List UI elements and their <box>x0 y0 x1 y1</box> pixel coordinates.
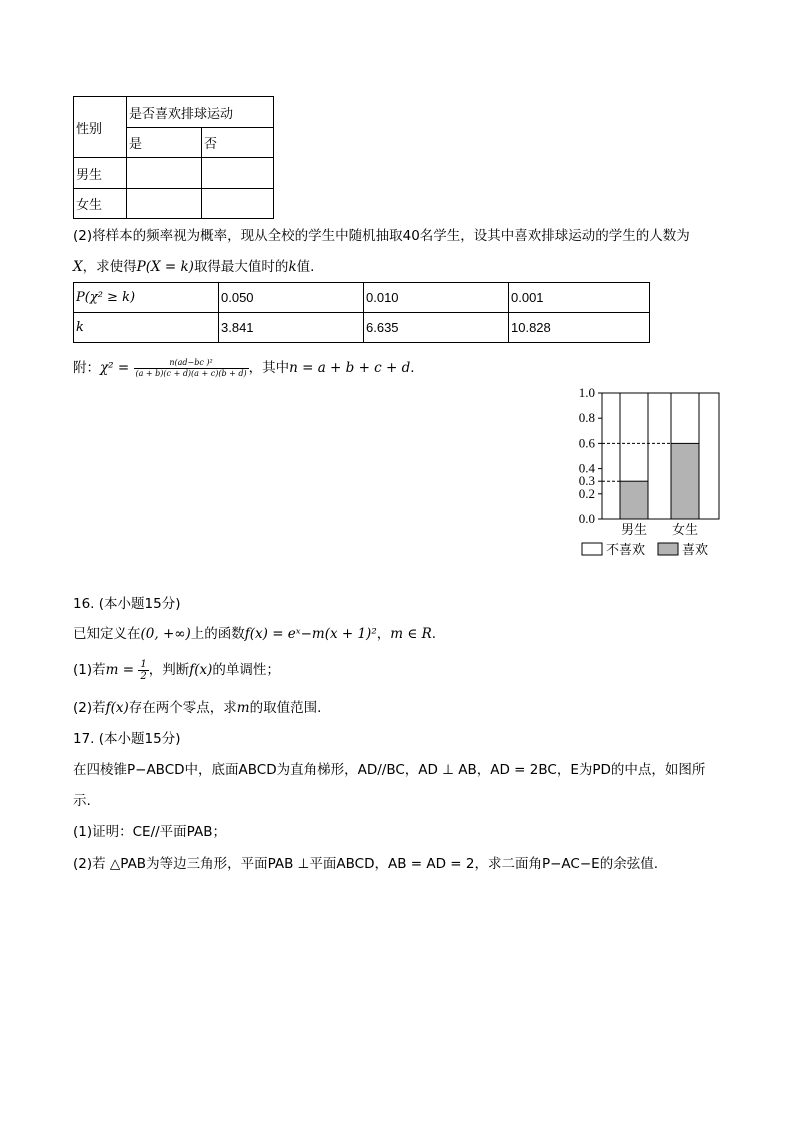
q17-title: 17. (本小题15分) <box>73 731 181 747</box>
row-header-gender: 性别 <box>74 97 127 158</box>
k-value-2: 6.635 <box>364 313 509 343</box>
q17-stem-line1: 在四棱锥P−ABCD中，底面ABCD为直角梯形，AD//BC，AD ⊥ AB，AD = 2BC，E为PD的中点，如图所 <box>73 762 706 778</box>
q16-part2: (2)若f(x)存在两个零点，求m的取值范围. <box>73 700 322 716</box>
prob-value-1: 0.050 <box>219 283 364 313</box>
q16-stem: 已知定义在(0, +∞)上的函数f(x) = eˣ−m(x + 1)²，m ∈ R. <box>73 626 437 642</box>
legend-swatch-liked <box>658 543 678 555</box>
bar-liked <box>671 443 699 519</box>
contingency-table <box>73 96 274 219</box>
y-tick-label: 0.4 <box>578 460 595 476</box>
q2-line2: X，求使得P(X = k)取得最大值时的k值. <box>73 259 315 275</box>
y-tick-label: 0.3 <box>578 473 595 489</box>
q17-stem-line2: 示. <box>73 793 91 809</box>
bar-chart <box>566 382 732 562</box>
k-label: k <box>74 313 219 343</box>
row-female: 女生 <box>74 189 127 219</box>
col-header-like: 是否喜欢排球运动 <box>127 97 274 128</box>
cell-male-yes <box>127 158 202 189</box>
appendix-formula: 附：χ² = $\frac{\text{n(ad−bc )²}}{(a + b)(c + d)(a + c)(b + d)}$ ，其中n = a + b + c + d. <box>73 357 415 378</box>
row-male: 男生 <box>74 158 127 189</box>
prob-value-3: 0.001 <box>509 283 650 313</box>
col-no: 否 <box>202 128 274 158</box>
legend-swatch-not-liked <box>582 543 602 555</box>
y-tick-label: 0.2 <box>578 485 595 501</box>
x-tick-label: 女生 <box>671 522 699 537</box>
k-value-1: 3.841 <box>219 313 364 343</box>
cell-male-no <box>202 158 274 189</box>
q2-line1: (2)将样本的频率视为概率，现从全校的学生中随机抽取40名学生，设其中喜欢排球运动的学生的人数为 <box>73 228 690 244</box>
prob-value-2: 0.010 <box>364 283 509 313</box>
cell-female-no <box>202 189 274 219</box>
col-yes: 是 <box>127 128 202 158</box>
y-tick-label: 0.0 <box>578 511 595 526</box>
q17-part1: (1)证明：CE//平面PAB； <box>73 824 226 840</box>
cell-female-yes <box>127 189 202 219</box>
y-tick-label: 0.8 <box>578 410 595 426</box>
q16-title: 16. (本小题15分) <box>73 596 181 612</box>
q16-part1: (1)若m = $\frac{1}{2}$ ，判断f(x)的单调性； <box>73 658 280 682</box>
prob-label: P(χ² ≥ k) <box>74 283 219 313</box>
legend-label-not-liked: 不喜欢 <box>606 542 646 557</box>
q17-part2: (2)若 △PAB为等边三角形，平面PAB ⊥平面ABCD，AB = AD = 2，求二面角P−AC−E的余弦值. <box>73 856 658 872</box>
x-tick-label: 男生 <box>620 522 648 537</box>
k-value-3: 10.828 <box>509 313 650 343</box>
y-tick-label: 0.6 <box>578 435 595 451</box>
critical-value-table <box>73 282 650 343</box>
bar-liked <box>620 481 648 519</box>
y-tick-label: 1.0 <box>578 385 595 400</box>
legend-label-liked: 喜欢 <box>682 542 709 557</box>
